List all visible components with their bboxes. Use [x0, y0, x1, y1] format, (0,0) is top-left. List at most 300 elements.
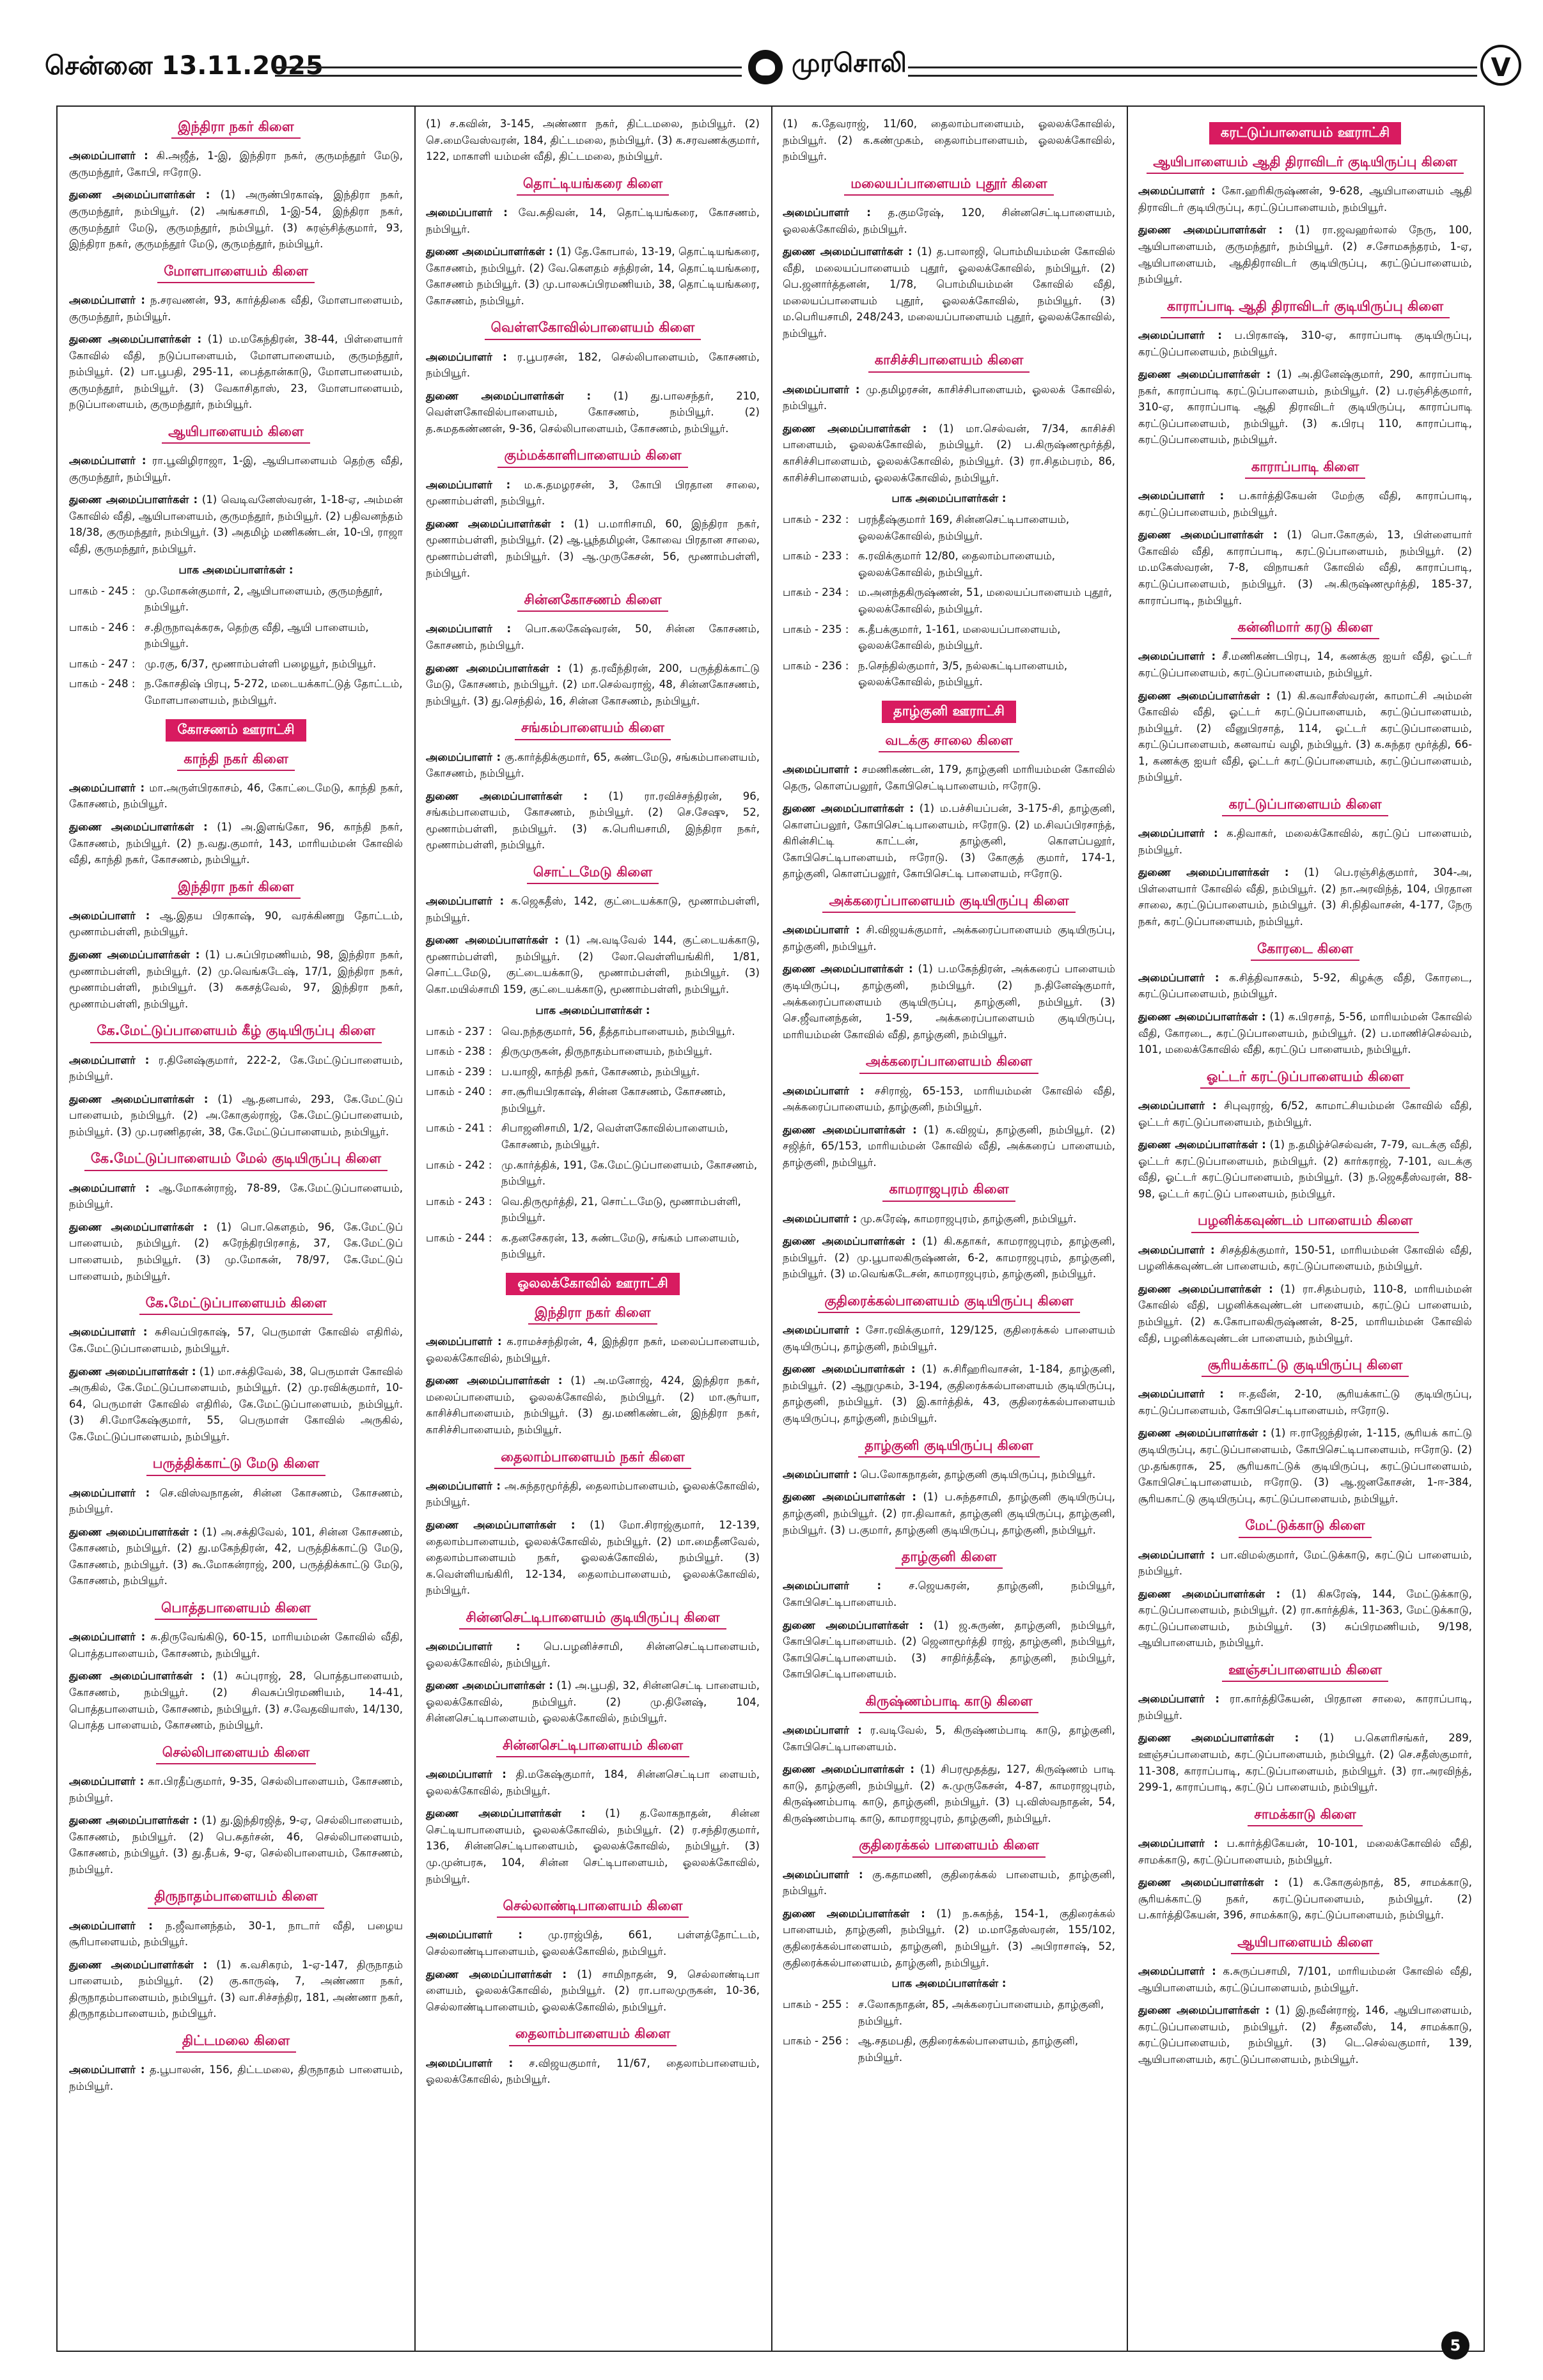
deputies-entry — [69, 819, 403, 868]
deputies-details: (1) கி.கதாகர், காமராஜபுரம், தாழ்குனி, நம்பியூர். (2) மு.பூபாலகிருஷ்ணன், 6-2, காமராஜபுரம், தாழ்குனி, நம்பியூர். (3) ம.வெங்கடேசன், காமராஜபுரம், தாழ்குனி, நம்பியூர். — [783, 1235, 1115, 1280]
deputies-label: துணை அமைப்பாளர்கள் : — [69, 1093, 208, 1105]
panchayat-title: ஓலலக்கோவில் ஊராட்சி — [506, 1273, 679, 1295]
deputies-entry — [69, 1957, 403, 2022]
organizer-entry — [69, 1918, 403, 1950]
organizer-label: அமைப்பாளர் : — [426, 206, 508, 219]
branch-title: சின்னகோசணம் கிளை — [517, 591, 668, 612]
organizer-label: அமைப்பாளர் : — [1138, 1693, 1219, 1706]
organizer-label: அமைப்பாளர் : — [69, 293, 145, 306]
organizer-entry — [426, 1334, 760, 1366]
booth-number: பாகம் - 244 : — [426, 1231, 492, 1244]
organizer-entry — [783, 761, 1115, 794]
organizer-label: அமைப்பாளர் : — [426, 350, 507, 363]
branch-section — [426, 1304, 760, 1438]
organizer-details: கா.பிரதீப்குமார், 9-35, செல்லிபாளையம், கோசணம், நம்பியூர். — [69, 1775, 403, 1804]
branch-section — [69, 263, 403, 413]
booth-details: ந.கோசதிஷ் பிரபு, 5-272, மடையக்காட்டுத் தோட்டம், மோளபாளையம், நம்பியூர். — [145, 678, 403, 706]
branch-section — [69, 1022, 403, 1140]
branch-section — [1138, 619, 1472, 786]
organizer-details: பெ.லோகநாதன், தாழ்குனி குடியிருப்பு, நம்பியூர். — [860, 1468, 1096, 1481]
deputies-details: (1) ரா.சிதம்பரம், 110-8, மாரியம்மன் கோவில் வீதி, பழனிக்கவுண்டன் பாளையம், கரட்டுப் பாளையம், நம்பியூர். (2) க.கோபாலகிருஷ்ணன், 8-25, மாரியம்மன் கோவில் வீதி, பழனிக்கவுண்டன் பாளையம், நம்பியூர். — [1138, 1282, 1472, 1344]
branch-continuation — [426, 116, 760, 165]
branch-heading — [69, 1022, 403, 1043]
organizer-label: அமைப்பாளர் : — [426, 1479, 501, 1492]
booth-details: சிபாஜனிசாமி, 1/2, வெள்ளகோவில்பாளையம், கோசணம், நம்பியூர். — [501, 1122, 728, 1151]
branch-section — [1138, 1934, 1472, 2068]
organizer-entry — [69, 1629, 403, 1661]
deputies-entry — [69, 331, 403, 413]
deputies-label: துணை அமைப்பாளர்கள் : — [1138, 1732, 1299, 1745]
organizer-label: அமைப்பாளர் : — [69, 781, 145, 794]
branch-section — [426, 1897, 760, 2015]
panchayat-title: கரட்டுப்பாளையம் ஊராட்சி — [1209, 122, 1401, 144]
panchayat-banner — [783, 701, 1115, 723]
branch-heading — [783, 1181, 1115, 1201]
deputies-details: (1) ஜ.சுருண், தாழ்குனி, நம்பியூர், கோபிசெட்டிபாளையம். (2) ஜெனாமூர்த்தி ராஜ், தாழ்குனி, நம்பியூர், கோபிசெட்டிபாளையம். (3) சாதிர்த்தீஷ், தாழ்குனி, நம்பியூர், கோபிசெட்டிபாளையம். — [783, 1619, 1115, 1681]
branch-section — [1138, 796, 1472, 930]
organizer-details: மு.ராஜ்பித், 661, பள்ளத்தோட்டம், செல்லாண்டிபாளையம், ஓலலக்கோவில், நம்பியூர். — [426, 1929, 760, 1958]
branch-section — [1138, 1357, 1472, 1507]
booth-row — [783, 584, 1115, 617]
branch-title: தைலாம்பாளையம் நகர் கிளை — [494, 1449, 691, 1469]
booth-details: திருமுருகன், திருநாதம்பாளையம், நம்பியூர். — [501, 1045, 712, 1058]
deputies-label: துணை அமைப்பாளர்கள் : — [783, 802, 914, 815]
deputies-label: துணை அமைப்பாளர்கள் : — [783, 1235, 916, 1248]
deputies-label: துணை அமைப்பாளர்கள் : — [1138, 1139, 1266, 1151]
organizer-entry — [783, 382, 1115, 414]
deputies-entry — [783, 800, 1115, 882]
branch-section — [783, 732, 1115, 882]
deputies-entry — [783, 1489, 1115, 1538]
booth-organizers-label: பாக அமைப்பாளர்கள் : — [891, 1977, 1006, 1990]
organizer-details: ஆ.மோகன்ராஜ், 78-89, கே.மேட்டுப்பாளையம், நம்பியூர். — [69, 1181, 403, 1211]
deputies-details: (1) ம.பச்சியப்பன், 3-175-சி, தாழ்குனி, கொளப்பலூர், கோபிசெட்டிபாளையம், ஈரோடு. (2) ம.சிவப்பிரசாந்த், கிரின்சிட்டி காட்டன், தாழ்குனி, கொளப்பலூர், கோபிசெட்டிபாளையம், ஈரோடு. (3) கோகுத் குமார், 174-1, தாழ்குனி, கொளப்பலூர், கோபிசெட்டி பாளையம், ஈரோடு. — [783, 802, 1115, 880]
deputies-details: (1) அ.தினேஷ்குமார், 290, காராப்பாடி நகர், காராப்பாடி கரட்டுப்பாளையம், நம்பியூர். (2) ப.ரஞ்சித்குமார், 310-ஏ, காராப்பாடி ஆதி திராவிடர் குடியிருப்பு, காராப்பாடி கரட்டுப்பாளையம், நம்பியூர். (3) க.பிரபு 110, காராப்பாடி, கரட்டுப்பாளையம், நம்பியூர். — [1138, 368, 1472, 446]
organizer-entry — [1138, 1835, 1472, 1868]
branch-title: செல்லாண்டிபாளையம் கிளை — [497, 1897, 689, 1918]
deputies-label: துணை அமைப்பாளர்கள் : — [1138, 224, 1283, 237]
deputies-label: துணை அமைப்பாளர்கள் : — [426, 1807, 586, 1820]
organizer-label: அமைப்பாளர் : — [426, 751, 501, 763]
deputies-entry — [426, 1805, 760, 1887]
branch-title: காந்தி நகர் கிளை — [177, 751, 295, 771]
deputies-label: துணை அமைப்பாளர்கள் : — [426, 1968, 567, 1980]
organizer-details: ர.தினேஷ்குமார், 222-2, கே.மேட்டுப்பாளையம், நம்பியூர். — [69, 1054, 403, 1083]
branch-section — [1138, 940, 1472, 1058]
booth-row — [426, 1064, 760, 1080]
booth-organizers-label: பாக அமைப்பாளர்கள் : — [178, 563, 294, 576]
branch-heading — [69, 878, 403, 899]
branch-title: மலையப்பாளையம் புதூர் கிளை — [844, 175, 1054, 196]
organizer-entry — [426, 477, 760, 509]
branch-section — [783, 1053, 1115, 1171]
organizer-details: ஈ.தவீன், 2-10, சூரியக்காட்டு குடியிருப்பு, கரட்டுப்பாளையம், கோபிசெட்டிபாளையம், ஈரோடு. — [1138, 1388, 1472, 1417]
deputies-details: (1) ஆ.தனபால், 293, கே.மேட்டுப் பாளையம், நம்பியூர். (2) அ.கோகுல்ராஜ், கே.மேட்டுப்பாளையம், நம்பியூர். (3) மு.பரணிதரன், 38, கே.மேட்டுப்பாளையம், நம்பியூர். — [69, 1093, 403, 1138]
deputies-label: துணை அமைப்பாளர்கள் : — [1138, 1876, 1279, 1889]
organizer-label: அமைப்பாளர் : — [426, 2057, 513, 2069]
deputies-entry — [783, 961, 1115, 1043]
booth-number: பாகம் - 248 : — [69, 678, 136, 690]
booth-number: பாகம் - 246 : — [69, 621, 136, 634]
organizer-entry — [426, 1478, 760, 1511]
organizer-label: அமைப்பாளர் : — [783, 1212, 858, 1225]
branch-title: கரட்டுப்பாளையம் கிளை — [1222, 796, 1388, 816]
branch-heading — [69, 2032, 403, 2053]
organizer-entry — [1138, 825, 1472, 858]
deputies-details: (1) சிபரமூதத்து, 127, கிருஷ்ணம் பாடி காடு, தாழ்குனி, நம்பியூர். (2) சு.முருகேசன், 4-87, காமராஜபுரம், கிருஷ்ணம்பாடி காடு, தாழ்குனி, நம்பியூர். (3) பு.விஸ்வநாதன், 54, கிருஷ்ணம்பாடி காடு, காமராஜபுரம், தாழ்குனி, நம்பியூர். — [783, 1763, 1115, 1824]
deputies-details: (1) ப.கௌரிசங்கர், 289, ஊஞ்சப்பாளையம், கரட்டுப்பாளையம், நம்பியூர். (2) செ.சதீஸ்குமார், 11-308, காராப்பாடி, கரட்டுப்பாளையம், நம்பியூர். (3) ரா.அரவிந்த், 299-1, காராப்பாடி, கரட்டுப் பாளையம், நம்பியூர். — [1138, 1732, 1472, 1794]
booth-details: மு.ரகு, 6/37, மூணாம்பள்ளி பழையூர், நம்பியூர். — [145, 657, 377, 670]
organizer-details: ர.வடிவேல், 5, கிருஷ்ணம்பாடி காடு, தாழ்குனி, கோபிசெட்டிபாளையம். — [783, 1724, 1115, 1753]
booth-details: வெ.நந்தகுமார், 56, தீத்தாம்பாளையம், நம்பியூர். — [501, 1025, 735, 1038]
organizer-label: அமைப்பாளர் : — [69, 1631, 146, 1644]
deputies-entry — [1138, 222, 1472, 287]
organizer-entry — [783, 1083, 1115, 1116]
branch-section — [1138, 153, 1472, 288]
organizer-details: கு.கார்த்திக்குமார், 65, சுண்டமேடு, சங்கம்பாளையம், கோசணம், நம்பியூர். — [426, 751, 760, 780]
edition-date: சென்னை 13.11.2025 — [45, 51, 324, 81]
deputies-entry — [426, 516, 760, 581]
branch-heading — [426, 175, 760, 196]
deputies-entry — [426, 116, 760, 165]
deputies-details: (1) ப.மகேந்திரன், அக்கரைப் பாளையம் குடியிருப்பு, தாழ்குனி, நம்பியூர். (2) ந.தினேஷ்குமார், அக்கரைப்பாளையம் குடியிருப்பு, தாழ்குனி, நம்பியூர். (3) செ.ஜீவானந்தன், 1-59, அக்கரைப்பாளையம் குடியிருப்பு, மாரியம்மன் கோவில் வீதி, தாழ்குனி, நம்பியூர். — [783, 963, 1115, 1041]
branch-section — [426, 1449, 760, 1599]
branch-title: ஆயிபாளையம் கிளை — [1231, 1934, 1379, 1954]
branch-heading — [783, 732, 1115, 752]
deputies-label: துணை அமைப்பாளர்கள் : — [1138, 529, 1278, 541]
organizer-details: சமணிகண்டன், 179, தாழ்குனி மாரியம்மன் கோவில் தெரு, கொளப்பலூர், கோபிசெட்டிபாளையம், ஈரோடு. — [783, 763, 1116, 792]
branch-heading — [1138, 796, 1472, 816]
organizer-details: சு.திருவேங்கிடு, 60-15, மாரியம்மன் கோவில் வீதி, பொத்தபாளையம், கோசணம், நம்பியூர். — [69, 1631, 403, 1660]
organizer-entry — [1138, 648, 1472, 681]
deputies-details: (1) தே.கோபால், 13-19, தொட்டியங்கரை, கோசணம், நம்பியூர். (2) வே.கௌதம் சந்திரன், 14, தொட்டியங்கரை, கோசணம் நம்பியூர். (3) மு.பாலசுப்பிரமணியம், 38, தொட்டியங்கரை, கோசணம், நம்பியூர். — [426, 245, 760, 307]
organizer-label: அமைப்பாளர் : — [426, 1640, 521, 1653]
booth-row — [69, 676, 403, 708]
branch-title: காராப்பாடி கிளை — [1245, 458, 1366, 479]
organizer-label: அமைப்பாளர் : — [1138, 490, 1225, 502]
booth-details: ந.செந்தில்குமார், 3/5, நல்லகட்டிபாளையம், ஓலலக்கோவில், நம்பியூர். — [858, 659, 1068, 688]
deputies-label: துணை அமைப்பாளர்கள் : — [426, 789, 588, 802]
deputies-details: (1) க.வசிகரம், 1-ஏ-147, திருநாதம் பாளையம், நம்பியூர். (2) கு.காருஷ், 7, அண்ணா நகர், திருநாதம்பாளையம், நம்பியூர். (3) வா.சிச்சந்திர, 181, அண்ணா நகர், திருநாதம்பாளையம், நம்பியூர். — [69, 1958, 403, 2020]
deputies-entry — [426, 932, 760, 997]
booth-details: க.தீபக்குமார், 1-161, மலையப்பாளையம், ஓலலக்கோவில், நம்பியூர். — [858, 623, 1061, 652]
branch-section — [69, 1150, 403, 1284]
organizer-entry — [1138, 970, 1472, 1002]
branch-title: ஊஞ்சப்பாளையம் கிளை — [1222, 1661, 1388, 1682]
deputies-details: (1) த.பாலாஜி, பொம்மியம்மன் கோவில் வீதி, மலையப்பாளையம் புதூர், ஓலலக்கோவில், நம்பியூர். (2) பெ.ஜனார்த்தனன், 1/78, பொம்மியம்மன் கோவில் வீதி, மலையப்பாளையம் புதூர், ஓலலக்கோவில், நம்பியூர். (3) ம.பெரியசாமி, 248/243, மலையப்பாளையம் புதூர், ஓலலக்கோவில், நம்பியூர். — [783, 245, 1115, 339]
organizer-details: கு.கதாமணி, குதிரைக்கல் பாளையம், தாழ்குனி, நம்பியூர். — [783, 1868, 1115, 1897]
deputies-label: துணை அமைப்பாளர்கள் : — [69, 949, 200, 961]
deputies-label: துணை அமைப்பாளர்கள் : — [1138, 1282, 1273, 1295]
deputies-label: துணை அமைப்பாளர்கள் : — [426, 1374, 563, 1387]
organizer-details: ரா.கார்த்திகேயன், பிரதான சாலை, காராப்பாடி, நம்பியூர். — [1138, 1693, 1472, 1722]
branch-title: வெள்ளகோவில்பாளையம் கிளை — [485, 319, 701, 339]
branch-title: கே.மேட்டுப்பாளையம் மேல் குடியிருப்பு கிளை — [84, 1150, 388, 1171]
organizer-details: சோ.ரவிக்குமார், 129/125, குதிரைக்கல் பாளையம் குடியிருப்பு, தாழ்குனி, நம்பியூர். — [783, 1324, 1116, 1353]
booth-number: பாகம் - 236 : — [783, 659, 849, 672]
branch-heading — [69, 1599, 403, 1620]
organizer-label: அமைப்பாளர் : — [426, 478, 511, 491]
organizer-entry — [69, 1324, 403, 1357]
deputies-entry — [69, 1091, 403, 1140]
deputies-details: (1) க.பிரசாத், 5-56, மாரியம்மன் கோவில் வீதி, கோரடை, கரட்டுப்பாளையம், நம்பியூர். (2) ப.மாணிச்செல்வம், 101, மலைக்கோவில் வீதி, கரட்டுப் பாளையம், நம்பியூர். — [1138, 1011, 1472, 1056]
booth-row — [69, 583, 403, 616]
booth-number: பாகம் - 255 : — [783, 1998, 849, 2011]
organizer-label: அமைப்பாளர் : — [426, 1335, 502, 1348]
branch-section — [69, 2032, 403, 2094]
branch-heading — [426, 1609, 760, 1629]
branch-title: திட்டமலை கிளை — [176, 2032, 296, 2053]
deputies-details: (1) ப.மாரிசாமி, 60, இந்திரா நகர், மூணாம்பள்ளி, நம்பியூர். (2) ஆ.பூந்தமிழன், கோவை பிரதான சாலை, மூணாம்பள்ளி, நம்பியூர். (3) ஆ.முருகேசன், 56, மூணாம்பள்ளி, நம்பியூர். — [426, 517, 760, 579]
deputies-entry — [69, 187, 403, 252]
branch-title: சாமக்காடு கிளை — [1248, 1806, 1362, 1826]
deputies-details: (1) ந.சுகந்த், 154-1, குதிரைக்கல் பாளையம், தாழ்குனி, நம்பியூர். (2) ம.மாதேஸ்வரன், 155/102, குதிரைக்கல்பாளையம், தாழ்குனி, நம்பியூர். (3) அபிராசாஷ், 52, குதிரைக்கல்பாளையம், தாழ்குனி, நம்பியூர். — [783, 1907, 1115, 1969]
branch-title: இந்திரா நகர் கிளை — [171, 118, 300, 139]
branch-title: கன்னிமார் கரடு கிளை — [1231, 619, 1379, 639]
booth-number: பாகம் - 237 : — [426, 1025, 492, 1038]
deputies-entry — [1138, 864, 1472, 929]
deputies-entry — [783, 1906, 1115, 1971]
booth-details: வெ.திருமூர்த்தி, 21, சொட்டமேடு, மூணாம்பள்ளி, நம்பியூர். — [501, 1195, 741, 1224]
branch-heading — [1138, 619, 1472, 639]
organizer-entry — [1138, 1691, 1472, 1723]
panchayat-title: தாழ்குனி ஊராட்சி — [882, 701, 1016, 723]
booth-details: ப.யாஜி, காந்தி நகர், கோசணம், நம்பியூர். — [501, 1065, 700, 1078]
deputies-label: துணை அமைப்பாளர்கள் : — [69, 1525, 198, 1538]
booth-number: பாகம் - 235 : — [783, 623, 849, 635]
deputies-label: துணை அமைப்பாளர்கள் : — [69, 189, 210, 201]
branch-heading — [783, 175, 1115, 196]
column-4 — [1127, 107, 1484, 2351]
deputies-label: துணை அமைப்பாளர்கள் : — [69, 494, 198, 506]
elephant-logo-icon — [748, 50, 783, 84]
deputies-details: (1) இ.நவீன்ராஜ், 146, ஆயிபாளையம், கரட்டுப்பாளையம், நம்பியூர். (2) சீதனலீஸ், 14, சாமக்காடு, கரட்டுப்பாளையம், நம்பியூர். (3) டெ.செல்வகுமார், 139, ஆயிபாளையம், கரட்டுப்பாளையம், நம்பியூர். — [1138, 2004, 1472, 2065]
branch-title: தாழ்குனி குடியிருப்பு கிளை — [858, 1437, 1039, 1458]
booth-number: பாகம் - 239 : — [426, 1065, 492, 1078]
booth-details: ம.அனந்தகிருஷ்ணன், 51, மலையப்பாளையம் புதூர், ஓலலக்கோவில், நம்பியூர். — [858, 586, 1113, 615]
organizer-entry — [69, 1052, 403, 1085]
branch-title: கும்மக்காளிபாளையம் கிளை — [497, 447, 687, 467]
branch-title: பருத்திக்காட்டு மேடு கிளை — [146, 1455, 325, 1475]
deputies-details: (1) பொ.கோகுல், 13, பிள்ளையார் கோவில் வீதி, காராப்பாடி, கரட்டுப்பாளையம், நம்பியூர். (2) ம.மகேஸ்வரன், 7-8, விநாயகர் கோவில் வீதி, காராப்பாடி, கரட்டுப்பாளையம், நம்பியூர். (3) அ.கிருஷ்ணமூர்த்தி, 185-37, காராப்பாடி, நம்பியூர். — [1138, 529, 1472, 607]
organizer-details: அ.சுந்தரமூர்த்தி, தைலாம்பாளையம், ஓலலக்கோவில், நம்பியூர். — [426, 1479, 760, 1509]
organizer-label: அமைப்பாளர் : — [1138, 185, 1216, 198]
booth-organizers-label: பாக அமைப்பாளர்கள் : — [891, 492, 1006, 505]
branch-title: மேட்டுக்காடு கிளை — [1239, 1517, 1371, 1537]
branch-heading — [783, 1693, 1115, 1713]
branch-heading — [69, 1150, 403, 1171]
branch-section — [69, 1295, 403, 1445]
deputies-details: (1) ரா.ரவிச்சந்திரன், 96, சங்கம்பாளையம், கோசணம், நம்பியூர். (2) செ.சேஷு, 52, மூணாம்பள்ளி, நம்பியூர். (3) க.பெரியசாமி, இந்திரா நகர், மூணாம்பள்ளி, நம்பியூர். — [426, 789, 760, 852]
branch-section — [69, 1599, 403, 1734]
deputies-details: (1) சாமிநாதன், 9, செல்லாண்டிபா ளையம், ஓலலக்கோவில், நம்பியூர். (2) ரா.பாலமுருகன், 10-36, செல்லாண்டிபாளையம், ஓலலக்கோவில், நம்பியூர். — [426, 1968, 760, 2013]
panchayat-banner — [426, 1273, 760, 1295]
branch-heading — [1138, 153, 1472, 174]
deputies-entry — [1138, 366, 1472, 448]
deputies-entry — [783, 421, 1115, 486]
branch-heading — [1138, 1212, 1472, 1233]
column-3 — [771, 107, 1128, 2351]
branch-heading — [1138, 1517, 1472, 1537]
branch-heading — [783, 1053, 1115, 1073]
branch-heading — [783, 1837, 1115, 1857]
organizer-entry — [1138, 327, 1472, 360]
organizer-details: மா.அருள்பிரகாசம், 46, கோட்டைமேடு, காந்தி நகர், கோசணம், நம்பியூர். — [69, 781, 403, 811]
organizer-entry — [1138, 488, 1472, 520]
deputies-entry — [1138, 1586, 1472, 1651]
organizer-label: அமைப்பாளர் : — [69, 1326, 148, 1339]
branch-title: அக்கரைப்பாளையம் கிளை — [859, 1053, 1038, 1073]
booth-number: பாகம் - 234 : — [783, 586, 849, 599]
branch-heading — [426, 719, 760, 740]
organizer-entry — [426, 349, 760, 382]
organizer-details: மு.தமிழரசன், காசிச்சிபாளையம், ஓலலக் கோவில், நம்பியூர். — [783, 383, 1116, 412]
deputies-label: துணை அமைப்பாளர்கள் : — [783, 1619, 923, 1631]
branch-title: தாழ்குனி கிளை — [895, 1548, 1003, 1569]
deputies-label: துணை அமைப்பாளர்கள் : — [426, 245, 553, 258]
branch-heading — [1138, 1806, 1472, 1826]
booth-number: பாகம் - 256 : — [783, 2035, 849, 2048]
organizer-entry — [69, 1485, 403, 1518]
organizer-details: பெ.பழனிச்சாமி, சின்னசெட்டிபாளையம், ஓலலக்கோவில், நம்பியூர். — [426, 1640, 760, 1669]
branch-title: சங்கம்பாளையம் கிளை — [515, 719, 671, 740]
deputies-label: துணை அமைப்பாளர்கள் : — [69, 1958, 208, 1971]
branch-title: சின்னசெட்டிபாளையம் கிளை — [496, 1737, 689, 1757]
organizer-entry — [426, 2055, 760, 2088]
branch-title: பொத்தபாளையம் கிளை — [155, 1599, 317, 1620]
branch-title: ஆயிபாளையம் கிளை — [162, 423, 310, 444]
organizer-details: சசிராஜ், 65-153, மாரியம்மன் கோவில் வீதி, அக்கரைப்பாளையம், தாழ்குனி, நம்பியூர். — [783, 1084, 1115, 1114]
branch-heading — [1138, 298, 1472, 318]
organizer-details: சுசிவப்பிரகாஷ், 57, பெருமாள் கோவில் எதிரில், கே.மேட்டுப்பாளையம், நம்பியூர். — [69, 1326, 403, 1355]
branch-heading — [69, 1888, 403, 1908]
organizer-label: அமைப்பாளர் : — [1138, 1965, 1216, 1978]
deputies-details: (1) அ.சக்திவேல், 101, சின்ன கோசணம், கோசணம், நம்பியூர். (2) து.மகேந்திரன், 42, பருத்திக்காட்டு மேடு, கோசணம், நம்பியூர். (3) கூ.மோகன்ராஜ், 200, பருத்திக்காட்டு மேடு, கோசணம், நம்பியூர். — [69, 1525, 403, 1587]
deputies-entry — [783, 1233, 1115, 1282]
branch-title: தைலாம்பாளையம் கிளை — [509, 2025, 677, 2046]
branch-section — [426, 864, 760, 1263]
column-1 — [58, 107, 416, 2351]
organizer-details: செ.விஸ்வநாதன், சின்ன கோசணம், கோசணம், நம்பியூர். — [69, 1486, 403, 1516]
organizer-entry — [69, 780, 403, 813]
branch-section — [783, 1293, 1115, 1427]
organizer-details: ந.ஜீவானந்தம், 30-1, நாடார் வீதி, பழைய சூரிபாளையம், நம்பியூர். — [69, 1919, 403, 1948]
organizer-details: சிசத்திக்குமார், 150-51, மாரியம்மன் கோவில் வீதி, பழனிக்கவுண்டன் பாளையம், கரட்டுப்பாளையம், நம்பியூர். — [1138, 1243, 1473, 1273]
deputies-details: (1) க.விஜய், தாழ்குனி, நம்பியூர். (2) சஜித்ர், 65/153, மாரியம்மன் கோவில் வீதி, அக்கரைப் பாளையம், தாழ்குனி, நம்பியூர். — [783, 1123, 1115, 1169]
deputies-label: துணை அமைப்பாளர்கள் : — [783, 1123, 917, 1136]
organizer-entry — [1138, 1386, 1472, 1419]
booth-details: க.தனசேகரன், 13, சுண்டமேடு, சங்கம் பாளையம், நம்பியூர். — [501, 1231, 740, 1261]
deputies-entry — [426, 244, 760, 309]
deputies-entry — [69, 1364, 403, 1445]
organizer-details: சிபுவுராஜ், 6/52, காமாட்சியம்மன் கோவில் வீதி, ஓட்டர் கரட்டுப்பாளையம், நம்பியூர். — [1138, 1100, 1473, 1128]
booth-row — [426, 1084, 760, 1116]
deputies-label: துணை அமைப்பாளர்கள் : — [69, 1365, 196, 1378]
branch-continuation — [783, 116, 1115, 165]
organizer-label: அமைப்பாளர் : — [1138, 329, 1222, 341]
deputies-entry — [1138, 1009, 1472, 1058]
deputies-details: (1) த.ரவீந்திரன், 200, பருத்திக்காட்டு மேடு, கோசணம், நம்பியூர். (2) மா.செல்வராஜ், 48, சின்னகோசணம், நம்பியூர். (3) து.செந்தில், 16, சின்ன கோசணம், நம்பியூர். — [426, 662, 760, 707]
deputies-details: (1) ம.மகேந்திரன், 38-44, பிள்ளையார் கோவில் வீதி, நடுப்பாளையம், மோளபாளையம், குருமந்தூர், நம்பியூர். (2) பா.பூபதி, 295-11, பைத்தான்காடு, மோளபாளையம், குருமந்தூர், நம்பியூர். (3) வேகாசிதாஸ், 23, மோளபாளையம், நடுப்பாளையம், குருமந்தூர், நம்பியூர். — [69, 333, 403, 411]
branch-title: சூரியக்காட்டு குடியிருப்பு கிளை — [1202, 1357, 1409, 1377]
organizer-details: கோ.ஹரிகிருஷ்ணன், 9-628, ஆயிபாளையம் ஆதி திராவிடர் குடியிருப்பு, கரட்டுப்பாளையம், நம்பியூர். — [1138, 185, 1473, 214]
organizer-label: அமைப்பாளர் : — [783, 1324, 860, 1337]
booth-number: பாகம் - 243 : — [426, 1195, 492, 1208]
deputies-details: (1) சு.சிரீஹரிவாசன், 1-184, தாழ்குனி, நம்பியூர். (2) ஆறுமுகம், 3-194, குதிரைக்கல்பாளையம் குடியிருப்பு, தாழ்குனி, நம்பியூர். (3) இ.கார்த்திக், 43, குதிரைக்கல்பாளையம் குடியிருப்பு, தாழ்குனி, நம்பியூர். — [783, 1363, 1115, 1425]
branch-title: அக்கரைப்பாளையம் குடியிருப்பு கிளை — [822, 892, 1075, 913]
deputies-details: (1) மா.செல்வன், 7/34, காசிச்சி பாளையம், ஓலலக்கோவில், நம்பியூர். (2) ப.கிருஷ்ணமூர்த்தி, காசிச்சிபாளையம், ஓலலக்கோவில், நம்பியூர். (3) ரா.சிதம்பரம், 86, காசிச்சிபாளையம், ஓலலக்கோவில், நம்பியூர். — [783, 422, 1116, 484]
deputies-details: (1) அருண்பிரகாஷ், இந்திரா நகர், குருமந்தூர், நம்பியூர். (2) அங்கசாமி, 1-இ-54, இந்திரா நகர், குருமந்தூர் மேடு, குருமந்தூர், நம்பியூர். (3) சுரஞ்சித்குமார், 93, இந்திரா நகர், குருமந்தூர் மேடு, குருமந்தூர், நம்பியூர். — [69, 189, 403, 251]
branch-section — [1138, 1068, 1472, 1202]
branch-title: இந்திரா நகர் கிளை — [528, 1304, 657, 1325]
organizer-details: ப.கார்த்திகேயன் மேற்கு வீதி, காராப்பாடி, கரட்டுப்பாளையம், நம்பியூர். — [1138, 490, 1472, 518]
branch-section — [1138, 1517, 1472, 1651]
deputies-details: (1) து.இந்திரஜித், 9-ஏ, செல்லிபாளையம், கோசணம், நம்பியூர். (2) பெ.சுதர்சன், 46, செல்லிபாளையம், கோசணம், நம்பியூர். (3) து.தீபக், 9-ஏ, செல்லிபாளையம், கோசணம், நம்பியூர். — [69, 1814, 403, 1876]
organizer-entry — [783, 1867, 1115, 1899]
organizer-label: அமைப்பாளர் : — [783, 1580, 882, 1592]
booth-number: பாகம் - 233 : — [783, 550, 849, 563]
organizer-entry — [426, 621, 760, 653]
booth-row — [69, 619, 403, 652]
organizer-details: ந.சரவணன், 93, கார்த்திகை வீதி, மோளபாளையம், குருமந்தூர், நம்பியூர். — [69, 293, 403, 323]
organizer-details: த.பூபாலன், 156, திட்டமலை, திருநாதம் பாளையம், நம்பியூர். — [69, 2064, 403, 2092]
branch-section — [426, 1737, 760, 1887]
booth-details: க.ரவிக்குமார் 12/80, தைலாம்பாளையம், ஓலலக்கோவில், நம்பியூர். — [858, 550, 1056, 579]
organizer-label: அமைப்பாளர் : — [69, 2064, 145, 2076]
branch-heading — [1138, 1068, 1472, 1089]
deputies-label: துணை அமைப்பாளர்கள் : — [1138, 866, 1289, 879]
deputies-entry — [783, 1122, 1115, 1171]
deputies-entry — [1138, 1874, 1472, 1924]
deputies-entry — [426, 788, 760, 853]
deputies-label: துணை அமைப்பாளர்கள் : — [1138, 1011, 1266, 1023]
organizer-entry — [783, 205, 1115, 237]
deputies-details: (1) ந.தமிழ்ச்செல்வன், 7-79, வடக்கு வீதி, ஓட்டர் கரட்டுப்பாளையம், நம்பியூர். (2) கார்கராஜ், 7-101, வடக்கு வீதி, ஓட்டர் கரட்டுப்பாளையம், நம்பியூர். (3) ந.ஜெகதீஸ்வரன், 88-98, ஓட்டர் கரட்டுப் பாளையம், நம்பியூர். — [1138, 1139, 1472, 1200]
booth-row — [426, 1120, 760, 1153]
deputies-label: துணை அமைப்பாளர்கள் : — [426, 517, 565, 530]
masthead — [45, 45, 1511, 96]
deputies-entry — [1138, 1281, 1472, 1346]
organizer-details: தி.மகேஷ்குமார், 184, சின்னசெட்டிபா ளையம், ஓலலக்கோவில், நம்பியூர். — [426, 1768, 760, 1797]
deputies-entry — [783, 1617, 1115, 1683]
branch-title: தொட்டியங்கரை கிளை — [517, 175, 669, 196]
organizer-label: அமைப்பாளர் : — [426, 1768, 506, 1781]
branch-heading — [783, 892, 1115, 913]
deputies-details: (1) அ.பூபதி, 32, சின்னசெட்டி பாளையம், ஓலலக்கோவில், நம்பியூர். (2) மு.தினேஷ், 104, சின்னசெட்டிபாளையம், ஓலலக்கோவில், நம்பியூர். — [426, 1679, 760, 1725]
panchayat-banner — [1138, 122, 1472, 144]
deputies-entry — [783, 1361, 1115, 1426]
branch-heading — [783, 1293, 1115, 1313]
branch-heading — [426, 591, 760, 612]
booth-details: ஆ.சதமபதி, குதிரைக்கல்பாளையம், தாழ்குனி, நம்பியூர். — [858, 2035, 1079, 2064]
organizer-label: அமைப்பாளர் : — [69, 1775, 145, 1787]
branch-section — [69, 878, 403, 1013]
branch-heading — [426, 447, 760, 467]
page-number: 5 — [1441, 2331, 1469, 2360]
branch-title: குதிரைக்கல் பாளையம் கிளை — [852, 1837, 1046, 1857]
booth-row — [426, 1157, 760, 1190]
organizer-details: க.சுருப்பசாமி, 7/101, மாரியம்மன் கோவில் வீதி, ஆயிபாளையம், கரட்டுப்பாளையம், நம்பியூர். — [1138, 1965, 1472, 1994]
deputies-details: (1) பெ.ரஞ்சித்குமார், 304-அ, பிள்ளையார் கோவில் வீதி, நம்பியூர். (2) நா.அரவிந்த், 104, பிரதான சாலை, கரட்டுப்பாளையம், நம்பியூர். (3) சி.நிதிவாசன், 4-177, நேரு நகர், கரட்டுப்பாளையம், நம்பியூர். — [1138, 866, 1472, 928]
organizer-details: ர.பூபரசன், 182, செல்லிபாளையம், கோசணம், நம்பியூர். — [426, 350, 760, 380]
deputies-entry — [69, 1668, 403, 1733]
organizer-entry — [69, 292, 403, 325]
branch-section — [426, 2025, 760, 2087]
organizer-details: ச.விஜயகுமார், 11/67, தைலாம்பாளையம், ஓலலக்கோவில், நம்பியூர். — [426, 2057, 760, 2086]
organizer-label: அமைப்பாளர் : — [69, 1181, 150, 1194]
organizer-entry — [426, 893, 760, 926]
branch-heading — [69, 1744, 403, 1764]
